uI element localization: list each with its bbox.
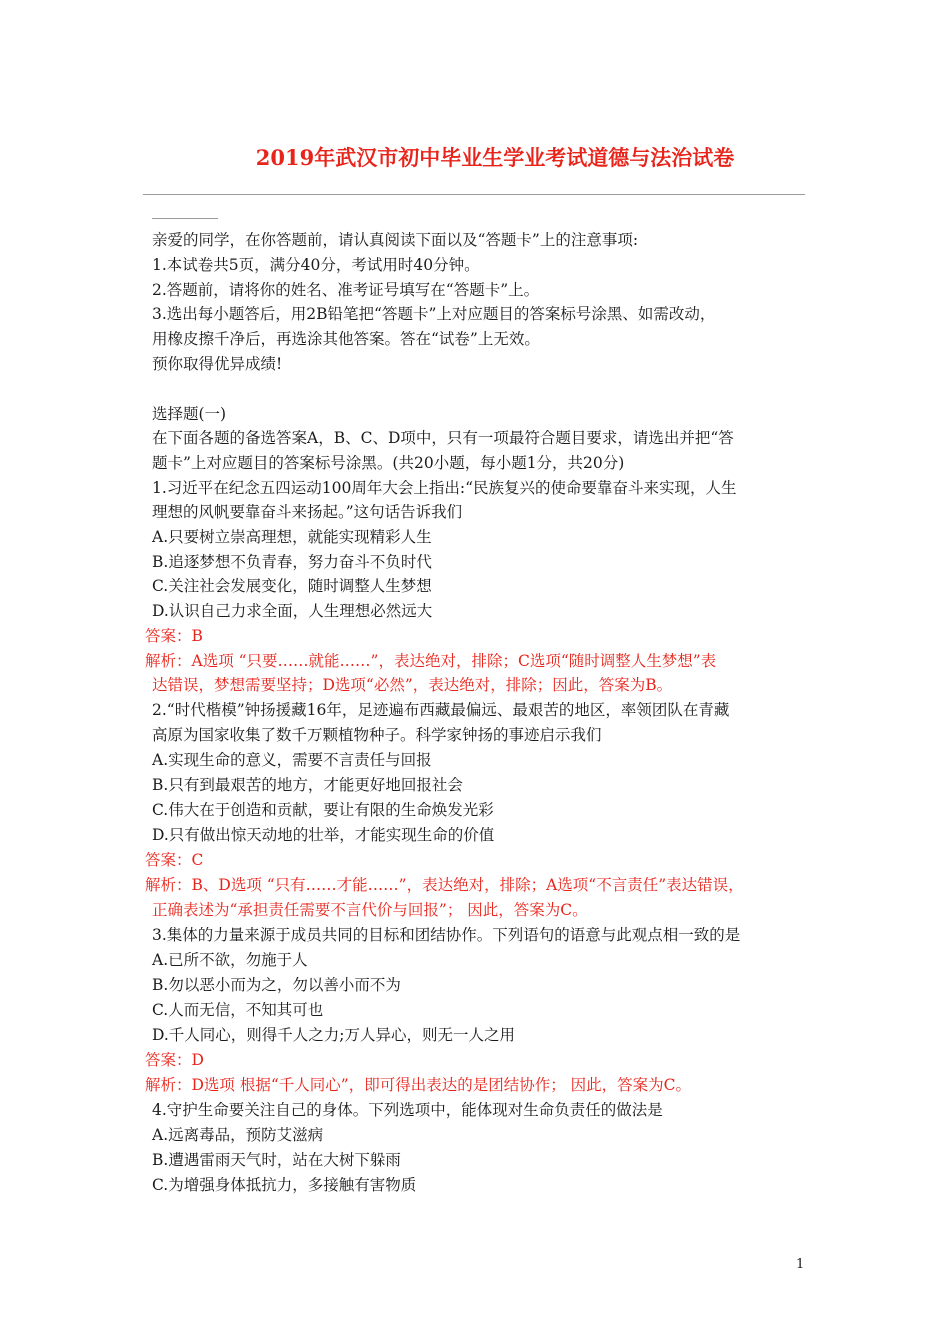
- question-3-analysis: 解析：D选项 根据“千人同心”，即可得出表达的是团结协作； 因此，答案为C。: [145, 1076, 691, 1094]
- question-4-option-c: C.为增强身体抵抗力，多接触有害物质: [152, 1176, 417, 1194]
- notice-wish: 预你取得优异成绩!: [152, 355, 283, 373]
- question-2-option-a: A.实现生命的意义，需要不言责任与回报: [152, 751, 432, 769]
- question-4-option-a: A.远离毒品，预防艾滋病: [152, 1126, 324, 1144]
- question-1-stem: 1.习近平在纪念五四运动100周年大会上指出:“民族复兴的使命要靠奋斗来实现，人生: [152, 479, 737, 497]
- question-2-analysis: 解析：B、D选项 “只有……才能……”，表达绝对，排除；A选项“不言责任”表达错误，: [145, 876, 744, 894]
- question-2-answer: 答案：C: [145, 851, 204, 869]
- question-3-option-c: C.人而无信，不知其可也: [152, 1001, 324, 1019]
- notice-item-1: 1.本试卷共5页，满分40分，考试用时40分钟。: [152, 256, 480, 274]
- question-3-option-d: D.千人同心，则得千人之力;万人异心，则无一人之用: [152, 1026, 516, 1044]
- question-1-option-a: A.只要树立崇高理想，就能实现精彩人生: [152, 528, 432, 546]
- title-divider: [143, 194, 805, 195]
- page-title: 2019年武汉市初中毕业生学业考试道德与法治试卷: [255, 145, 735, 170]
- question-1-analysis: 解析：A选项 “只要……就能……”，表达绝对，排除；C选项“随时调整人生梦想”表: [145, 652, 717, 670]
- question-2-stem-cont: 高原为国家收集了数千万颗植物种子。科学家钟扬的事迹启示我们: [152, 726, 602, 744]
- question-4-stem: 4.守护生命要关注自己的身体。下列选项中，能体现对生命负责任的做法是: [152, 1101, 663, 1119]
- question-3-stem: 3.集体的力量来源于成员共同的目标和团结协作。下列语句的语意与此观点相一致的是: [152, 926, 741, 944]
- section-instructions-cont: 题卡”上对应题目的答案标号涂黑。(共20小题，每小题1分，共20分): [152, 454, 625, 472]
- question-2-option-c: C.伟大在于创造和贡献，要让有限的生命焕发光彩: [152, 801, 494, 819]
- section-instructions: 在下面各题的备选答案A，B、C、D项中，只有一项最符合题目要求，请选出并把“答: [152, 429, 734, 447]
- notice-item-2: 2.答题前，请将你的姓名、准考证号填写在“答题卡”上。: [152, 281, 540, 299]
- question-2-option-b: B.只有到最艰苦的地方，才能更好地回报社会: [152, 776, 463, 794]
- notice-item-3: 3.选出每小题答后，用2B铅笔把“答题卡”上对应题目的答案标号涂黑、如需改动，: [152, 305, 716, 323]
- section-heading: 选择题(一): [152, 405, 227, 423]
- page-number: 1: [796, 1257, 805, 1272]
- question-1-option-d: D.认识自己力求全面，人生理想必然远大: [152, 602, 433, 620]
- question-2-stem: 2.“时代楷模”钟扬援藏16年，足迹遍布西藏最偏远、最艰苦的地区，率领团队在青藏: [152, 701, 730, 719]
- question-2-option-d: D.只有做出惊天动地的壮举，才能实现生命的价值: [152, 826, 495, 844]
- question-1-answer: 答案：B: [145, 627, 203, 645]
- question-3-option-a: A.已所不欲，勿施于人: [152, 951, 308, 969]
- short-divider: [152, 218, 218, 219]
- question-1-analysis-cont: 达错误，梦想需要坚持；D选项“必然”，表达绝对，排除；因此，答案为B。: [152, 676, 673, 694]
- question-2-analysis-cont: 正确表述为“承担责任需要不言代价与回报”； 因此，答案为C。: [152, 901, 588, 919]
- notice-item-3-cont: 用橡皮擦千净后，再选涂其他答案。答在“试卷”上无效。: [152, 330, 540, 348]
- question-4-option-b: B.遭遇雷雨天气时，站在大树下躲雨: [152, 1151, 401, 1169]
- question-1-option-b: B.追逐梦想不负青春，努力奋斗不负时代: [152, 553, 432, 571]
- question-3-answer: 答案：D: [145, 1051, 204, 1069]
- question-3-option-b: B.勿以恶小而为之，勿以善小而不为: [152, 976, 401, 994]
- notice-intro: 亲爱的同学，在你答题前，请认真阅读下面以及“答题卡”上的注意事项:: [152, 231, 639, 249]
- question-1-option-c: C.关注社会发展变化，随时调整人生梦想: [152, 577, 432, 595]
- question-1-stem-cont: 理想的风帆要靠奋斗来扬起。”这句话告诉我们: [152, 503, 463, 521]
